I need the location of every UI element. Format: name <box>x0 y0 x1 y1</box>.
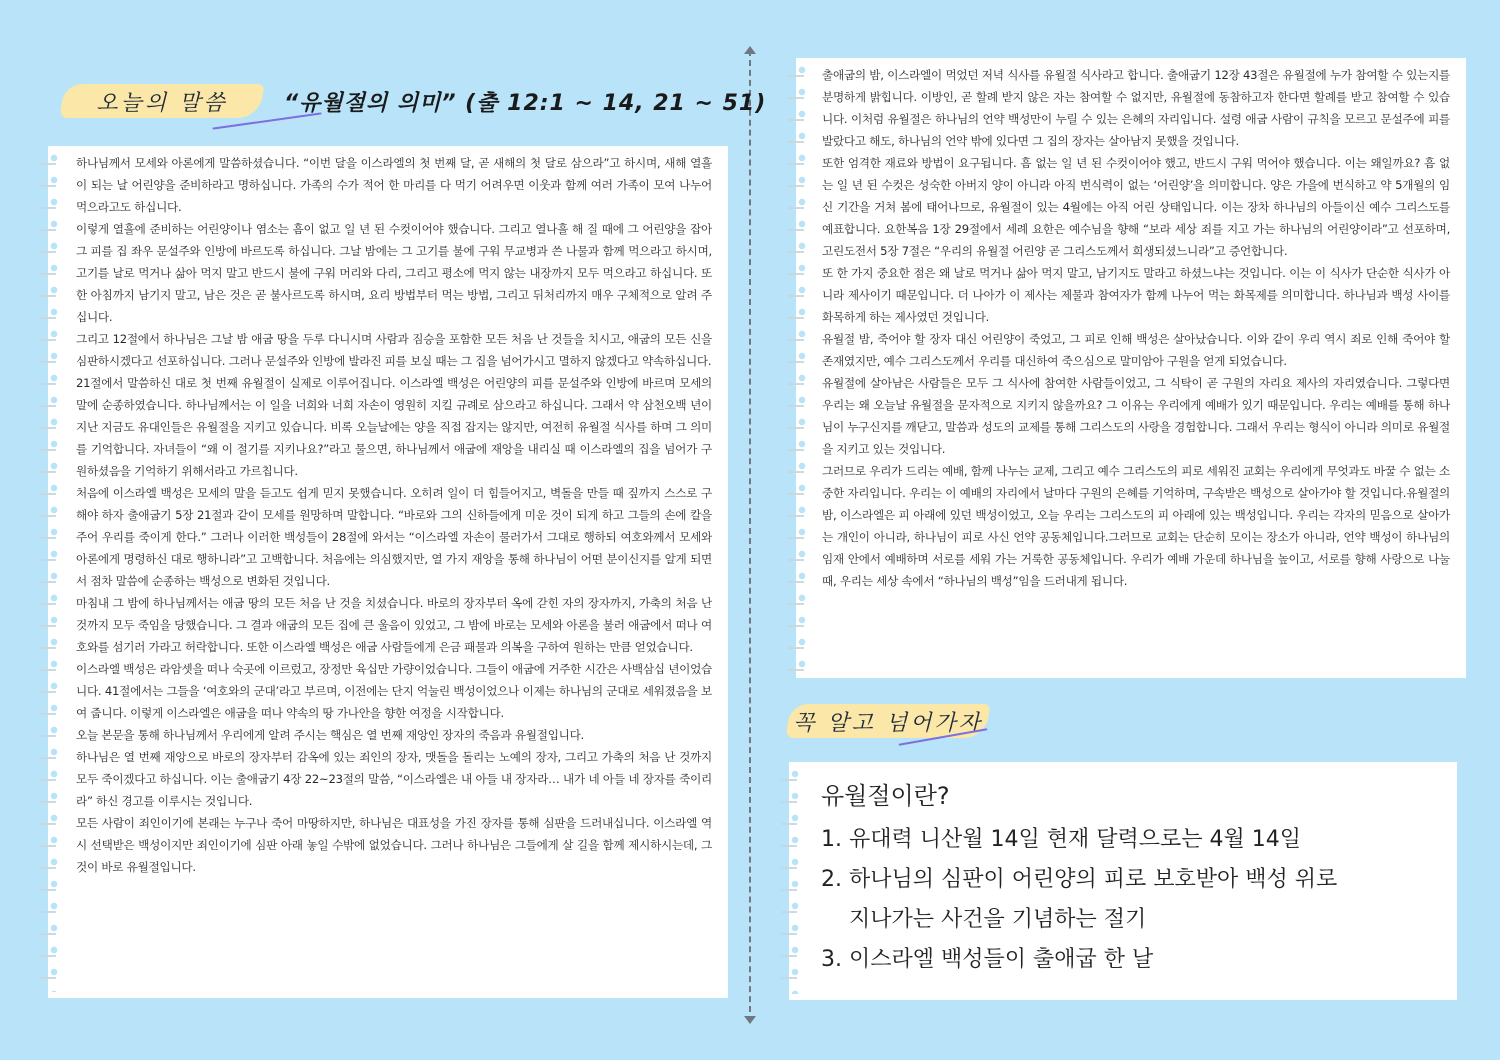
todays-word-tag <box>62 80 262 120</box>
summary-title: 유월절이란? <box>821 782 950 810</box>
paragraph: 하나님은 열 번째 재앙으로 바로의 장자부터 감옥에 있는 죄인의 장자, 맷돌을 돌리는 노예의 장자, 그리고 가축의 처음 난 것까지 모두 죽이겠다고 하십니다. 이는 출애굽기 4장 22~23절의 말씀, “이스라엘은 내 아들 내 장자라… 내가 네 아들 네 장자를 죽이리라” 하신 경고를 이루시는 것입니다. <box>76 750 712 808</box>
sermon-title: “유월절의 의미” (출 12:1 ~ 14, 21 ~ 51) <box>284 91 767 116</box>
paragraph: 그리고 12절에서 하나님은 그날 밤 애굽 땅을 두루 다니시며 사람과 짐승을 포함한 모든 처음 난 것들을 치시고, 애굽의 모든 신을 심판하시겠다고 선포하십니다. 그러나 문설주와 인방에 발라진 피를 보실 때는 그 집을 넘어가시고 멸하지 않겠다고 약속하십니다. <box>76 332 712 368</box>
summary-item-3: 3. 이스라엘 백성들이 출애굽 한 날 <box>821 947 1154 972</box>
left-notepaper <box>48 146 728 998</box>
paragraph: 21절에서 말씀하신 대로 첫 번째 유월절이 실제로 이루어집니다. 이스라엘 백성은 어린양의 피를 문설주와 인방에 바르며 모세의 말에 순종하였습니다. 하나님께서는 이 일을 너희와 너희 자손이 영원히 지킬 규례로 삼으라고 하십니다. 그래서 약 삼천오백 년이 지난 지금도 유대인들은 유월절을 지키고 있습니다. 비록 오늘날에는 양을 직접 잡지는 않지만, 여전히 유월절 식사를 하며 그 의미를 기억합니다. 자녀들이 “왜 이 절기를 지키나요?”라고 물으면, 하나님께서 애굽에 재앙을 내리실 때 이스라엘의 집을 넘어가 구원하셨음을 기억하기 위해서라고 가르칩니다. <box>76 376 712 478</box>
divider-bottom-arrow <box>744 1016 756 1024</box>
right-notepaper <box>796 58 1466 678</box>
paragraph: 마침내 그 밤에 하나님께서는 애굽 땅의 모든 처음 난 것을 치셨습니다. 바로의 장자부터 옥에 갇힌 자의 장자까지, 가축의 처음 난 것까지 모두 죽임을 당했습니다. 그 결과 애굽의 모든 집에 큰 울음이 있었고, 그 밤에 바로는 모세와 아론을 불러 애굽에서 떠나 여호와를 섬기러 가라고 허락합니다. 또한 이스라엘 백성은 애굽 사람들에게 은금 패물과 의복을 구하여 원하는 만큼 얻었습니다. <box>76 596 712 654</box>
paragraph: 유월절에 살아남은 사람들은 모두 그 식사에 참여한 사람들이었고, 그 식탁이 곧 구원의 자리요 제사의 자리였습니다. 그렇다면 우리는 왜 오늘날 유월절을 문자적으로 지키지 않을까요? 그 이유는 우리에게 예배가 있기 때문입니다. 우리는 예배를 통해 하나님이 누구신지를 깨닫고, 말씀과 성도의 교제를 통해 그리스도의 사랑을 경험합니다. 그래서 우리는 형식이 아니라 의미로 유월절을 지키고 있는 것입니다. <box>822 376 1450 456</box>
todays-word-label: 오늘의 말씀 <box>96 91 228 116</box>
right-body-text <box>822 64 1450 592</box>
paragraph: 유월절 밤, 죽어야 할 장자 대신 어린양이 죽었고, 그 피로 인해 백성은 살아났습니다. 이와 같이 우리 역시 죄로 인해 죽어야 할 존재였지만, 예수 그리스도께서 우리를 대신하여 죽으심으로 말미암아 구원을 얻게 되었습니다. <box>822 332 1450 368</box>
paragraph: 처음에 이스라엘 백성은 모세의 말을 듣고도 쉽게 믿지 못했습니다. 오히려 일이 더 힘들어지고, 벽돌을 만들 때 짚까지 스스로 구해야 하자 출애굽기 5장 21절과 같이 모세를 원망하며 말합니다. “바로와 그의 신하들에게 미운 것이 되게 하고 그들의 손에 칼을 주어 우리를 죽이게 한다.” 그러나 이러한 백성들이 28절에 와서는 “이스라엘 자손이 물러가서 그대로 행하되 여호와께서 모세와 아론에게 명령하신 대로 행하니라”고 고백합니다. 처음에는 의심했지만, 열 가지 재앙을 통해 하나님이 어떤 분이신지를 알게 되면서 점차 말씀에 순종하는 백성으로 변화된 것입니다. <box>76 486 712 588</box>
paragraph: 출애굽의 밤, 이스라엘이 먹었던 저녁 식사를 유월절 식사라고 합니다. 출애굽기 12장 43절은 유월절에 누가 참여할 수 있는지를 분명하게 밝힙니다. 이방인, 곧 할례 받지 않은 자는 참여할 수 없지만, 유월절에 동참하고자 한다면 할례를 받고 참여할 수 있습니다. 이처럼 유월절은 하나님의 언약 백성만이 누릴 수 있는 은혜의 자리입니다. 설령 애굽 사람이 규칙을 모르고 문설주에 피를 발랐다고 해도, 하나님의 언약 밖에 있다면 그 집의 장자는 살아남지 못했을 것입니다. <box>822 68 1450 148</box>
paragraph: 또 한 가지 중요한 점은 왜 날로 먹거나 삶아 먹지 말고, 남기지도 말라고 하셨느냐는 것입니다. 이는 이 식사가 단순한 식사가 아니라 제사이기 때문입니다. 더 나아가 이 제사는 제물과 참여자가 함께 나누어 먹는 화목제를 의미합니다. 하나님과 백성 사이를 화목하게 하는 제사였던 것입니다. <box>822 266 1450 324</box>
paragraph: 이렇게 열흘에 준비하는 어린양이나 염소는 흠이 없고 일 년 된 수컷이어야 했습니다. 그리고 열나흘 해 질 때에 그 어린양을 잡아 그 피를 집 좌우 문설주와 인방에 바르도록 하십니다. 그날 밤에는 그 고기를 불에 구워 무교병과 쓴 나물과 함께 먹으라고 하시며, 고기를 날로 먹거나 삶아 먹지 말고 반드시 불에 구워 머리와 다리, 그리고 평소에 먹지 않는 내장까지 모두 먹으라고 하십니다. 또한 아침까지 남기지 말고, 남은 것은 곧 불사르도록 하시며, 요리 방법부터 먹는 방법, 그리고 뒤처리까지 매우 구체적으로 알려 주십니다. <box>76 222 712 324</box>
paragraph: 오늘 본문을 통해 하나님께서 우리에게 알려 주시는 핵심은 열 번째 재앙인 장자의 죽음과 유월절입니다. <box>76 728 584 742</box>
summary-item-2-line-2: 지나가는 사건을 기념하는 절기 <box>849 907 1147 932</box>
summary-list <box>821 820 1437 980</box>
summary-item-2-line-1: 2. 하나님의 심판이 어린양의 피로 보호받아 백성 위로 <box>821 867 1338 892</box>
paragraph: 하나님께서 모세와 아론에게 말씀하셨습니다. “이번 달을 이스라엘의 첫 번째 달, 곧 새해의 첫 달로 삼으라”고 하시며, 새해 열흘이 되는 날 어린양을 준비하라고 명하십니다. 가족의 수가 적어 한 마리를 다 먹기 어려우면 이웃과 함께 여러 가족이 모여 나누어 먹으라고도 하십니다. <box>76 156 712 214</box>
divider-top-arrow <box>744 46 756 54</box>
must-know-label: 꼭 알고 넘어가자 <box>793 711 983 736</box>
paragraph: 또한 엄격한 재료와 방법이 요구됩니다. 흠 없는 일 년 된 수컷이어야 했고, 반드시 구워 먹어야 했습니다. 이는 왜일까요? 흠 없는 일 년 된 수컷은 성숙한 아버지 양이 아니라 아직 번식력이 없는 ‘어린양’을 의미합니다. 양은 가을에 번식하고 약 5개월의 임신 기간을 거쳐 봄에 태어나므로, 유월절이 있는 4월에는 아직 어린 상태입니다. 이는 장차 하나님의 아들이신 예수 그리스도를 예표합니다. 요한복음 1장 29절에서 세례 요한은 예수님을 향해 “보라 세상 죄를 지고 가는 하나님의 어린양이라”고 선포하며, 고린도전서 5장 7절은 “우리의 유월절 어린양 곧 그리스도께서 희생되셨느니라”고 증언합니다. <box>822 156 1450 258</box>
paragraph: 모든 사람이 죄인이기에 본래는 누구나 죽어 마땅하지만, 하나님은 대표성을 가진 장자를 통해 심판을 드러내십니다. 이스라엘 역시 선택받은 백성이지만 죄인이기에 심판 아래 놓일 수밖에 없었습니다. 그러나 하나님은 그들에게 살 길을 함께 제시하시는데, 그것이 바로 유월절입니다. <box>76 816 712 874</box>
summary-item-1: 1. 유대력 니산월 14일 현재 달력으로는 4월 14일 <box>821 827 1301 852</box>
passover-summary-box <box>789 762 1457 1000</box>
must-know-tag <box>788 700 988 740</box>
left-body-text <box>76 152 712 878</box>
paragraph: 그러므로 우리가 드리는 예배, 함께 나누는 교제, 그리고 예수 그리스도의 피로 세워진 교회는 우리에게 무엇과도 바꿀 수 없는 소중한 자리입니다. 우리는 이 예배의 자리에서 날마다 구원의 은혜를 기억하며, 구속받은 백성으로 살아가야 할 것입니다.유월절의 밤, 이스라엘은 피 아래에 있던 백성이었고, 오늘 우리는 그리스도의 피 아래에 있는 백성입니다. 우리는 각자의 믿음으로 살아가는 개인이 아니라, 하나님이 피로 사신 언약 공동체입니다.그러므로 교회는 단순히 모이는 장소가 아니라, 언약 백성이 하나님의 임재 안에서 예배하며 서로를 세워 가는 거룩한 공동체입니다. 우리가 예배 가운데 하나님을 높이고, 서로를 향해 사랑으로 나눌 때, 우리는 세상 속에서 “하나님의 백성”임을 드러내게 됩니다. <box>822 464 1450 588</box>
center-dashed-divider <box>749 50 751 1022</box>
paragraph: 이스라엘 백성은 라암셋을 떠나 숙곳에 이르렀고, 장정만 육십만 가량이었습니다. 그들이 애굽에 거주한 시간은 사백삼십 년이었습니다. 41절에서는 그들을 ‘여호와의 군대’라고 부르며, 이전에는 단지 억눌린 백성이었으나 이제는 하나님의 군대로 세워졌음을 보여 줍니다. 이렇게 이스라엘은 애굽을 떠나 약속의 땅 가나안을 향한 여정을 시작합니다. <box>76 662 712 720</box>
